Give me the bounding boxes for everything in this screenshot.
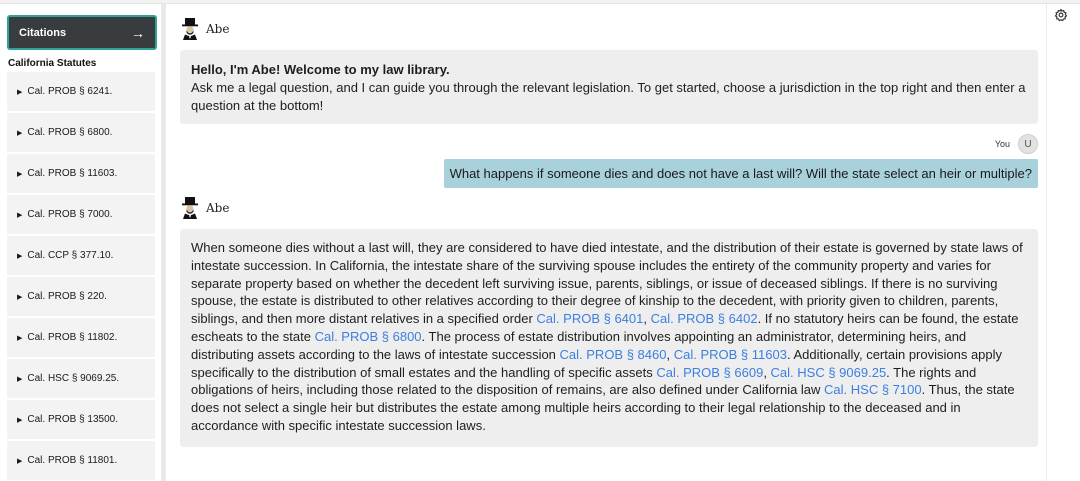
statute-item[interactable] [7, 359, 155, 398]
right-divider [1046, 4, 1047, 481]
statute-item[interactable] [7, 277, 155, 316]
triangle-right-icon: ▶ [17, 252, 23, 260]
answer-text: , [666, 346, 674, 362]
citations-button[interactable] [7, 15, 157, 50]
answer-text: When someone dies without a last will, they are considered to have died intestate, and the distribution of their estate is governed by state laws of intestate succession. In California, the intestate share of the surviving spouse includes the entirety of the community property and varies for separate property based on whether the decedent left surviving issue, parents, siblings, or issue of deceased siblings. If there is no surviving spouse, the estate is distributed to other relatives according to their degree of kinship to the decedent, with priority given to children, parents, siblings, and then more distant relatives in a specified order [191, 240, 1023, 327]
citation-link[interactable]: Cal. HSC § 7100 [824, 382, 922, 398]
triangle-right-icon: ▶ [17, 334, 23, 342]
sidebar-scrollbar[interactable] [161, 4, 166, 481]
statute-label: Cal. HSC § 9069.25. [27, 373, 120, 384]
welcome-title: Hello, I'm Abe! Welcome to my law library. [191, 62, 450, 77]
statute-item[interactable] [7, 318, 155, 357]
gear-icon[interactable] [1054, 8, 1068, 22]
triangle-right-icon: ▶ [17, 293, 23, 301]
user-header [995, 134, 1038, 154]
statute-item[interactable] [7, 236, 155, 275]
statute-list [7, 72, 155, 481]
triangle-right-icon: ▶ [17, 211, 23, 219]
answer-text: . Additionally, certain provisions apply specifically to the distribution of small estates and the handling of specific assets [191, 346, 1003, 380]
statute-label: Cal. PROB § 220. [27, 291, 107, 302]
bot-header [180, 197, 229, 219]
statute-label: Cal. PROB § 13500. [27, 414, 118, 425]
bot-name: Abe [206, 201, 230, 215]
citation-link[interactable]: Cal. PROB § 6609 [656, 364, 764, 380]
welcome-body: Ask me a legal question, and I can guide you through the relevant legislation. To get started, choose a jurisdiction in the top right and then enter a question at the bottom! [191, 79, 1026, 113]
statute-label: Cal. CCP § 377.10. [27, 250, 114, 261]
statute-item[interactable] [7, 195, 155, 234]
citations-button-label: Citations [19, 26, 67, 39]
answer-text: . The rights and obligations of heirs, including those related to the disposition of remains, are also defined under California law [191, 364, 977, 398]
statute-label: Cal. PROB § 11801. [27, 455, 118, 466]
triangle-right-icon: ▶ [17, 375, 23, 383]
answer-text: , [763, 364, 771, 380]
user-message: What happens if someone dies and does not have a last will? Will the state select an heir or multiple? [444, 159, 1038, 188]
citation-link[interactable]: Cal. PROB § 6401 [536, 311, 644, 327]
citation-link[interactable]: Cal. PROB § 6800 [314, 328, 422, 344]
triangle-right-icon: ▶ [17, 457, 23, 465]
welcome-message [180, 50, 1038, 124]
triangle-right-icon: ▶ [17, 88, 23, 96]
statute-label: Cal. PROB § 11603. [27, 168, 118, 179]
user-label: You [994, 139, 1010, 149]
statute-label: Cal. PROB § 11802. [27, 332, 118, 343]
statute-item[interactable] [7, 113, 155, 152]
lincoln-avatar-icon [180, 18, 200, 40]
bot-name: Abe [206, 22, 230, 36]
answer-text: . Thus, the state does not select a single heir but distributes the estate among multiple heirs according to their legal relationship to the deceased and in accordance with specific intestate succession laws. [191, 382, 1015, 433]
statute-item[interactable] [7, 441, 155, 480]
citation-link[interactable]: Cal. PROB § 11603 [673, 346, 787, 362]
answer-text: . The process of estate distribution involves appointing an administrator, determining heirs, and distributing assets according to the laws of intestate succession [191, 328, 967, 362]
triangle-right-icon: ▶ [17, 416, 23, 424]
statute-label: Cal. PROB § 7000. [27, 209, 113, 220]
citation-link[interactable]: Cal. PROB § 8460 [559, 346, 667, 362]
answer-text: . If no statutory heirs can be found, the estate escheats to the state [191, 311, 1019, 344]
statutes-heading: California Statutes [8, 58, 97, 69]
chat-area [170, 4, 1046, 481]
triangle-right-icon: ▶ [17, 129, 23, 137]
arrow-right-icon: → [131, 24, 145, 41]
statute-item[interactable] [7, 72, 155, 111]
user-initial: U [1024, 138, 1032, 150]
statute-item[interactable] [7, 400, 155, 439]
lincoln-avatar-icon [180, 197, 200, 219]
citations-sidebar [0, 4, 166, 481]
bot-header [180, 18, 229, 40]
user-avatar [1018, 134, 1038, 154]
statute-label: Cal. PROB § 6241. [27, 86, 113, 97]
citation-link[interactable]: Cal. PROB § 6402 [650, 311, 758, 327]
citation-link[interactable]: Cal. HSC § 9069.25 [770, 364, 887, 380]
triangle-right-icon: ▶ [17, 170, 23, 178]
statute-item[interactable] [7, 154, 155, 193]
statute-label: Cal. PROB § 6800. [27, 127, 113, 138]
answer-text: , [643, 311, 651, 327]
answer-message [180, 229, 1038, 447]
